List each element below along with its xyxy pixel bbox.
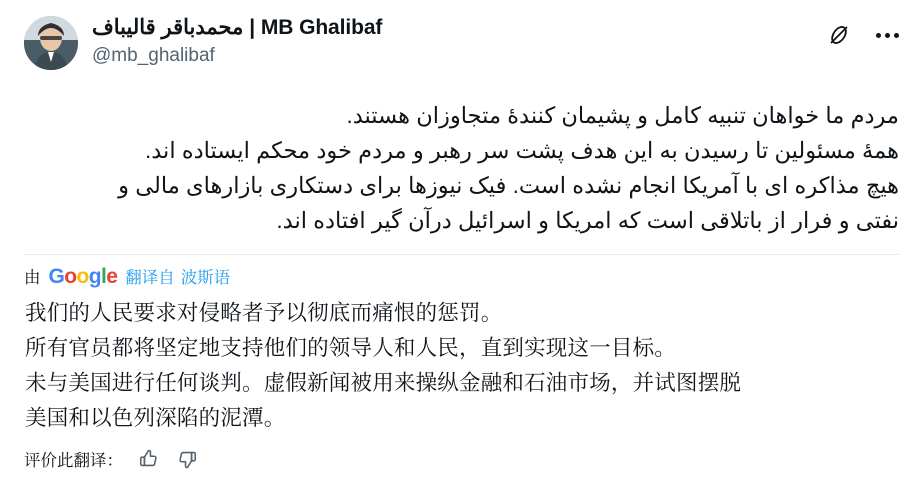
more-options-icon[interactable] bbox=[874, 22, 900, 48]
author-display-name[interactable]: محمدباقر قالیباف | MB Ghalibaf bbox=[92, 16, 383, 39]
original-line: نفتی و فرار از باتلاقی است که امریکا و اسرائیل درآن گیر افتاده اند. bbox=[276, 208, 899, 233]
original-line: مردم ما خواهان تنبیه کامل و پشیمان کنندۀ متجاوزان هستند. bbox=[346, 103, 899, 128]
header-actions bbox=[826, 22, 900, 48]
translated-by-prefix: 由 bbox=[24, 269, 41, 287]
original-line: همۀ مسئولین تا رسیدن به این هدف پشت سر رهبر و مردم خود محکم ایستاده اند. bbox=[145, 138, 899, 163]
google-letter-o1: o bbox=[64, 264, 77, 288]
translated-tweet-text bbox=[24, 292, 900, 436]
google-letter-e: e bbox=[106, 264, 118, 288]
google-letter-l: l bbox=[100, 264, 107, 288]
translation-attribution bbox=[24, 255, 900, 292]
google-letter-g: G bbox=[48, 264, 65, 288]
translated-line: 美国和以色列深陷的泥潭。 bbox=[25, 406, 286, 430]
translated-line: 未与美国进行任何谈判。虚假新闻被用来操纵金融和石油市场，并试图摆脱 bbox=[25, 371, 742, 395]
tweet-header bbox=[24, 14, 900, 86]
translation-rating bbox=[24, 447, 199, 471]
google-letter-o2: o bbox=[76, 264, 89, 288]
grok-icon[interactable] bbox=[826, 22, 852, 48]
rating-label: 评价此翻译： bbox=[24, 452, 123, 470]
original-line: هیچ مذاکره ای با آمریکا انجام نشده است. فیک نیوزها برای دستکاری بازارهای مالی و bbox=[118, 173, 899, 198]
translated-line: 我们的人民要求对侵略者予以彻底而痛恨的惩罚。 bbox=[25, 301, 503, 325]
translate-action-label[interactable]: 翻译自 bbox=[125, 269, 175, 287]
thumb-down-icon[interactable] bbox=[175, 447, 199, 471]
original-tweet-text bbox=[24, 86, 900, 242]
google-logo bbox=[47, 266, 120, 287]
avatar-photo-icon bbox=[24, 16, 78, 70]
author-identity bbox=[92, 14, 382, 68]
thumb-up-icon[interactable] bbox=[137, 447, 161, 471]
source-language-label[interactable]: 波斯语 bbox=[180, 269, 231, 287]
translated-line: 所有官员都将坚定地支持他们的领导人和人民，直到实现这一目标。 bbox=[25, 336, 677, 360]
avatar[interactable] bbox=[24, 16, 78, 70]
more-options-dots bbox=[876, 33, 899, 38]
author-handle[interactable]: @mb_ghalibaf bbox=[92, 45, 215, 66]
google-letter-g2: g bbox=[88, 264, 101, 288]
